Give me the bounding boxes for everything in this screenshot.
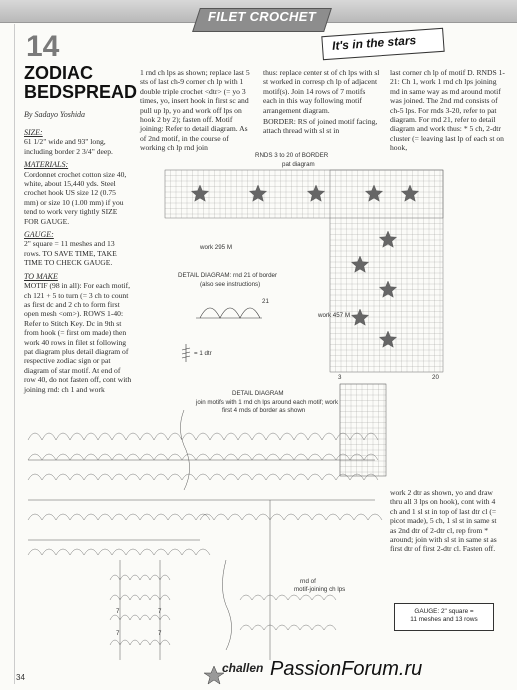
chain-loop	[28, 433, 42, 440]
star-motif	[379, 281, 396, 297]
star-motif	[351, 256, 368, 272]
joining-detail-diagram	[28, 384, 386, 660]
chain-loop	[28, 514, 42, 520]
chain-loop	[130, 595, 140, 600]
chain-loop	[150, 615, 160, 620]
chain-loop	[110, 615, 120, 620]
chain-loop	[266, 433, 280, 440]
rnd21-subtitle: (also see instructions)	[200, 281, 261, 288]
column-2-text: 1 rnd ch lps as shown; replace last 5 sts of last ch-9 corner ch lp with 1 double triple crochet <dtr> (= yo 3 times, yo, insert hook in first sc and pull up lp, yo and work off lps on hook 2 by 2); fasten off. Motif joining: Refer to detail diagram. As of 2nd motif, in the course of working ch lp rnd join	[140, 68, 250, 153]
chain-loop	[200, 514, 214, 520]
section-title: FILET CROCHET	[208, 9, 316, 24]
chain-loop	[240, 625, 252, 630]
chain-loop	[112, 433, 126, 440]
chain-loop	[284, 514, 298, 520]
chain-loop	[168, 549, 182, 555]
chain-loop	[168, 433, 182, 440]
chain-loop	[70, 433, 84, 440]
chain-loop	[28, 549, 42, 555]
chain-loop	[150, 575, 160, 580]
chain-loop	[280, 474, 294, 480]
work-295-label: work 295 M	[200, 244, 232, 251]
chain-loop	[84, 549, 98, 555]
column-5-text: work 2 dtr as shown, yo and draw thru all 3 lps on hook), cont with 4 ch and 1 sl st in top of last dtr cl (= picot made), 5 ch, 1 sl st in same st as 2nd dtr of 2-dtr cl, rep from * around; join with sl st in same st as first dtr of first 2-dtr cl. Fasten off.	[390, 488, 497, 554]
chain-loop	[252, 625, 264, 630]
seven-label-4: 7	[158, 630, 162, 637]
chain-loop	[140, 549, 154, 555]
chain-loop	[224, 474, 238, 480]
chain-loop	[322, 433, 336, 440]
chain-loop	[98, 474, 112, 480]
chain-loop	[120, 595, 130, 600]
chain-loop	[252, 474, 266, 480]
chain-loop	[130, 615, 140, 620]
chain-loop	[140, 640, 150, 645]
chain-loop	[28, 454, 42, 460]
detail-diagram-sub-1: join motifs with 1 rnd ch lps around each motif; work	[196, 399, 339, 406]
chain-loop	[322, 474, 336, 480]
chain-loop	[224, 433, 238, 440]
chain-loop	[340, 514, 354, 520]
chain-loop	[140, 575, 150, 580]
gauge-box-line-2: 11 meshes and 13 rows	[410, 616, 478, 623]
chain-loop	[120, 575, 130, 580]
chain-loop	[168, 474, 182, 480]
chain-loop	[266, 454, 280, 460]
chain-loop	[168, 454, 182, 460]
chain-loop	[28, 474, 42, 480]
pattern-number: 14	[26, 30, 60, 63]
border-pattern-grid	[165, 170, 443, 372]
chain-loop	[112, 454, 126, 460]
chain-loop	[154, 514, 168, 520]
chain-loop	[182, 549, 196, 555]
border-diagram-subtitle: pat diagram	[282, 161, 315, 168]
detail-diagram-sub-2: first 4 rnds of border as shown	[222, 407, 306, 414]
chain-loop	[84, 474, 98, 480]
chain-loop	[364, 454, 378, 460]
chain-loop	[308, 433, 322, 440]
chain-loop	[42, 454, 56, 460]
chain-loop	[312, 514, 326, 520]
chain-loop	[84, 433, 98, 440]
chain-loop	[126, 514, 140, 520]
chain-loop	[196, 474, 210, 480]
row-3-label: 3	[338, 374, 342, 381]
chain-loop	[98, 549, 112, 555]
star-motif	[379, 231, 396, 247]
dtr-key-label: = 1 dtr	[194, 350, 212, 357]
chain-loop	[140, 474, 154, 480]
chain-loop	[324, 625, 336, 630]
chain-loop	[56, 433, 70, 440]
chain-loop	[196, 549, 210, 555]
seven-label-2: 7	[158, 608, 162, 615]
chain-loop	[112, 474, 126, 480]
chain-loop	[160, 640, 170, 645]
chain-loop	[326, 514, 340, 520]
star-motif	[191, 185, 208, 201]
chain-loop	[98, 514, 112, 520]
chain-loop	[238, 474, 252, 480]
chain-loop	[42, 474, 56, 480]
rnd21-title: DETAIL DIAGRAM: rnd 21 of border	[178, 272, 278, 279]
detail-diagram-title: DETAIL DIAGRAM	[232, 390, 284, 397]
break-mark-2	[222, 560, 231, 650]
chain-loop	[294, 433, 308, 440]
chain-loop	[280, 454, 294, 460]
chain-loop	[42, 514, 56, 520]
materials-heading: MATERIALS:	[24, 160, 69, 170]
chain-loop	[120, 640, 130, 645]
watermark: PassionForum.ru	[270, 658, 423, 680]
chain-loop	[294, 474, 308, 480]
chain-loop	[336, 474, 350, 480]
chain-loop	[130, 575, 140, 580]
chain-loop	[354, 514, 368, 520]
chain-loop	[252, 433, 266, 440]
pattern-title: ZODIAC BEDSPREAD	[24, 63, 138, 102]
chain-loop	[168, 514, 182, 520]
chain-loop	[42, 549, 56, 555]
chain-loop	[154, 474, 168, 480]
chain-loop	[154, 549, 168, 555]
chain-loop	[112, 549, 126, 555]
chain-loop	[56, 514, 70, 520]
gauge-box	[394, 603, 494, 631]
chain-loop	[150, 595, 160, 600]
chain-loop	[294, 454, 308, 460]
chain-loop	[280, 433, 294, 440]
column-3-text: thus: replace center st of ch lps with sl st worked in corresp ch lp of adjacent motif(s). Join 14 rows of 7 motifs each in this way following motif arrangement diagram.	[263, 68, 380, 115]
chain-loop	[98, 454, 112, 460]
chain-loop	[270, 514, 284, 520]
page-number: 34	[16, 673, 25, 682]
chain-loop	[56, 474, 70, 480]
grid-top-band	[165, 170, 443, 218]
corner-grid	[340, 384, 386, 476]
chain-loop	[56, 454, 70, 460]
chain-loop	[182, 433, 196, 440]
chain-loop	[154, 454, 168, 460]
chain-loop	[126, 549, 140, 555]
motif-text: MOTIF (98 in all): For each motif, ch 121 + 5 to turn (= 3 ch to count as first dc and 2 ch to form first open mesh <om>). ROWS 1-40: Refer to Stitch Key. Dc in 9th st from hook (= first om made) then work 40 rows in filet st following pat diagram plus detail diagram of respective zodiac sign or pat diagram of star motif. At end of row 40, do not fasten off, cont with joining rnd: ch 1 and work	[24, 281, 132, 394]
star-motif	[307, 185, 324, 201]
chain-loop	[336, 454, 350, 460]
chain-loop	[42, 433, 56, 440]
chain-loop	[312, 595, 324, 600]
chain-loop	[298, 514, 312, 520]
rnd21-number: 21	[262, 298, 269, 305]
chain-loop	[140, 615, 150, 620]
chain-loop	[242, 514, 256, 520]
chain-loop	[308, 474, 322, 480]
byline: By Sadayo Yoshida	[24, 110, 86, 119]
materials-text: Cordonnet crochet cotton size 40, white, about 15,440 yds. Steel crochet hook US size 12 (0.75 mm) or size 10 (1.00 mm) if you tend to work very tightly SIZE FOR GAUGE.	[24, 169, 127, 226]
chain-loop	[130, 640, 140, 645]
footer-brand: challen	[222, 661, 264, 675]
chain-loop	[70, 549, 84, 555]
chain-loop	[224, 454, 238, 460]
chain-loop	[256, 514, 270, 520]
chain-loop	[252, 454, 266, 460]
chain-loop	[84, 454, 98, 460]
chain-loop	[126, 433, 140, 440]
seven-label-1: 7	[116, 608, 120, 615]
chain-loop	[154, 433, 168, 440]
chain-loops	[28, 433, 382, 645]
chain-loop	[160, 615, 170, 620]
grid-lines	[165, 170, 443, 476]
chain-loop	[126, 474, 140, 480]
chain-loop	[214, 514, 228, 520]
chain-loop	[84, 514, 98, 520]
border-diagram-title: RNDS 3 to 20 of BORDER	[255, 152, 329, 159]
chain-loop	[112, 514, 126, 520]
gauge-heading: GAUGE:	[24, 230, 54, 240]
chain-loop	[324, 595, 336, 600]
chain-loop	[210, 433, 224, 440]
picot-loops	[200, 308, 260, 318]
chain-loop	[56, 549, 70, 555]
chain-loop	[140, 433, 154, 440]
chain-loop	[238, 454, 252, 460]
chain-loop	[228, 514, 242, 520]
gauge-text: 2" square = 11 meshes and 13 rows. TO SAVE TIME, TAKE TIME TO CHECK GAUGE.	[24, 239, 117, 268]
break-mark-1	[180, 410, 189, 490]
chain-loop	[210, 474, 224, 480]
chain-loop	[252, 595, 264, 600]
border-text: BORDER: RS of joined motif facing, attach thread with sl st in	[263, 117, 378, 136]
motif-joining-label: motif-joining ch lps	[294, 586, 346, 593]
chain-loop	[110, 575, 120, 580]
chain-loop	[266, 474, 280, 480]
chain-loop	[182, 454, 196, 460]
chain-loop	[70, 514, 84, 520]
chain-loop	[70, 474, 84, 480]
size-heading: SIZE:	[24, 128, 43, 137]
chain-loop	[160, 575, 170, 580]
chain-loop	[196, 514, 210, 520]
chain-loop	[240, 595, 252, 600]
chain-loop	[276, 595, 288, 600]
chain-loop	[300, 595, 312, 600]
chain-loop	[120, 615, 130, 620]
size-text: 61 1/2" wide and 93" long, including border 2 3/4" deep.	[24, 137, 113, 156]
rnd-of-label: rnd of	[300, 578, 316, 585]
chain-loop	[322, 454, 336, 460]
chain-loop	[126, 454, 140, 460]
star-motif	[401, 185, 418, 201]
chain-loop	[140, 595, 150, 600]
chain-loop	[312, 625, 324, 630]
chain-loop	[110, 640, 120, 645]
chain-loop	[210, 454, 224, 460]
ribbon-text: It's in the stars	[331, 33, 417, 53]
column-4-text: last corner ch lp of motif D. RNDS 1-21: Ch 1, work 1 rnd ch lps joining md in same way as md around motif was joined. The 2nd rnd consists of ch-5 lps. For rnds 3-20, refer to pat diagram. For rnd 21, refer to detail diagram and work thus: * 5 ch, 2-dtr cluster (= leaving last lp of each st on hook,	[390, 68, 505, 153]
chain-loop	[140, 514, 154, 520]
chain-loop	[110, 595, 120, 600]
chain-loop	[150, 640, 160, 645]
chain-loop	[288, 625, 300, 630]
gauge-box-line-1: GAUGE: 2" square =	[414, 608, 474, 615]
chain-loop	[196, 433, 210, 440]
chain-loop	[276, 625, 288, 630]
chain-loop	[288, 595, 300, 600]
chain-loop	[140, 454, 154, 460]
chain-loop	[70, 454, 84, 460]
chain-loop	[196, 454, 210, 460]
make-heading: TO MAKE	[24, 271, 58, 281]
chain-loop	[308, 454, 322, 460]
chain-loop	[364, 474, 378, 480]
seven-label-3: 7	[116, 630, 120, 637]
footer-star-icon	[204, 666, 224, 684]
chain-loop	[98, 433, 112, 440]
chain-loop	[300, 625, 312, 630]
work-457-label: work 457 M	[318, 312, 350, 319]
chain-loop	[238, 433, 252, 440]
chain-loop	[160, 595, 170, 600]
chain-lines	[28, 460, 375, 660]
chain-loop	[368, 514, 382, 520]
chain-loop	[182, 514, 196, 520]
row-20-label: 20	[432, 374, 439, 381]
